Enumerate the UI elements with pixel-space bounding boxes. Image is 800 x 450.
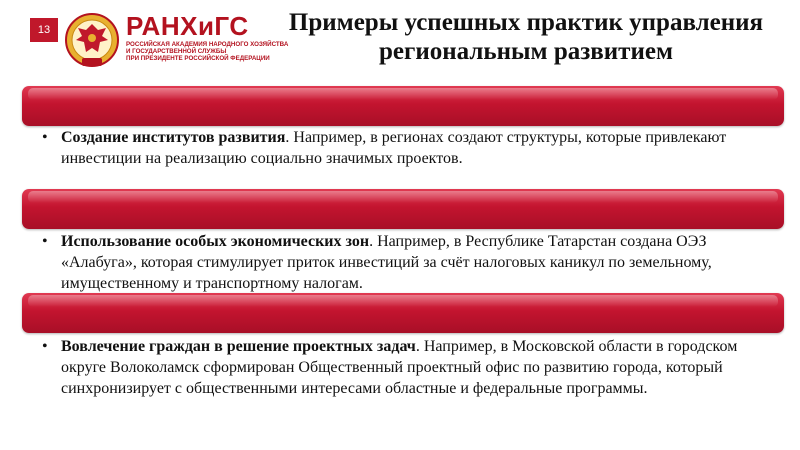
practice-title: Использование особых экономических зон [61, 233, 370, 250]
practice-item [42, 127, 782, 169]
slide-number-badge [30, 18, 58, 42]
practice-description: . Например, в Московской области в городском округе Волоколамск сформирован Общественный проектный офис по развитию города, который синхронизирует с общественными интересами областные и федеральные программы. [61, 338, 738, 397]
ranepa-logo [64, 10, 289, 72]
practice-description: . Например, в регионах создают структуры, которые привлекают инвестиции на реализацию социально значимых проектов. [61, 129, 727, 167]
logo-subtitle-line: РОССИЙСКАЯ АКАДЕМИЯ НАРОДНОГО ХОЗЯЙСТВА [126, 41, 289, 48]
bullet: • [42, 338, 48, 355]
logo-name: РАНХиГС [126, 11, 249, 41]
section-header-bar [22, 86, 784, 126]
bullet: • [42, 129, 48, 146]
practice-item [42, 231, 782, 294]
section-header-bar [22, 293, 784, 333]
logo-subtitle-line: ПРИ ПРЕЗИДЕНТЕ РОССИЙСКОЙ ФЕДЕРАЦИИ [126, 55, 270, 63]
eagle-emblem-icon [64, 10, 120, 72]
practice-title: Вовлечение граждан в решение проектных задач [61, 338, 416, 355]
slide-title-line: региональным развитием [379, 38, 673, 65]
slide-title [262, 8, 790, 66]
practice-title: Создание институтов развития [61, 129, 286, 146]
slide-title-line: Примеры успешных практик управления [288, 9, 764, 36]
practice-description: . Например, в Республике Татарстан создана ОЭЗ «Алабуга», которая стимулирует приток инвестиций за счёт налоговых каникул по земельному, имущественному и транспортному налогам. [61, 233, 712, 292]
practice-item [42, 336, 782, 399]
bullet: • [42, 233, 48, 250]
logo-subtitle-line: И ГОСУДАРСТВЕННОЙ СЛУЖБЫ [126, 48, 227, 56]
slide-number: 13 [37, 24, 51, 36]
section-header-bar [22, 189, 784, 229]
